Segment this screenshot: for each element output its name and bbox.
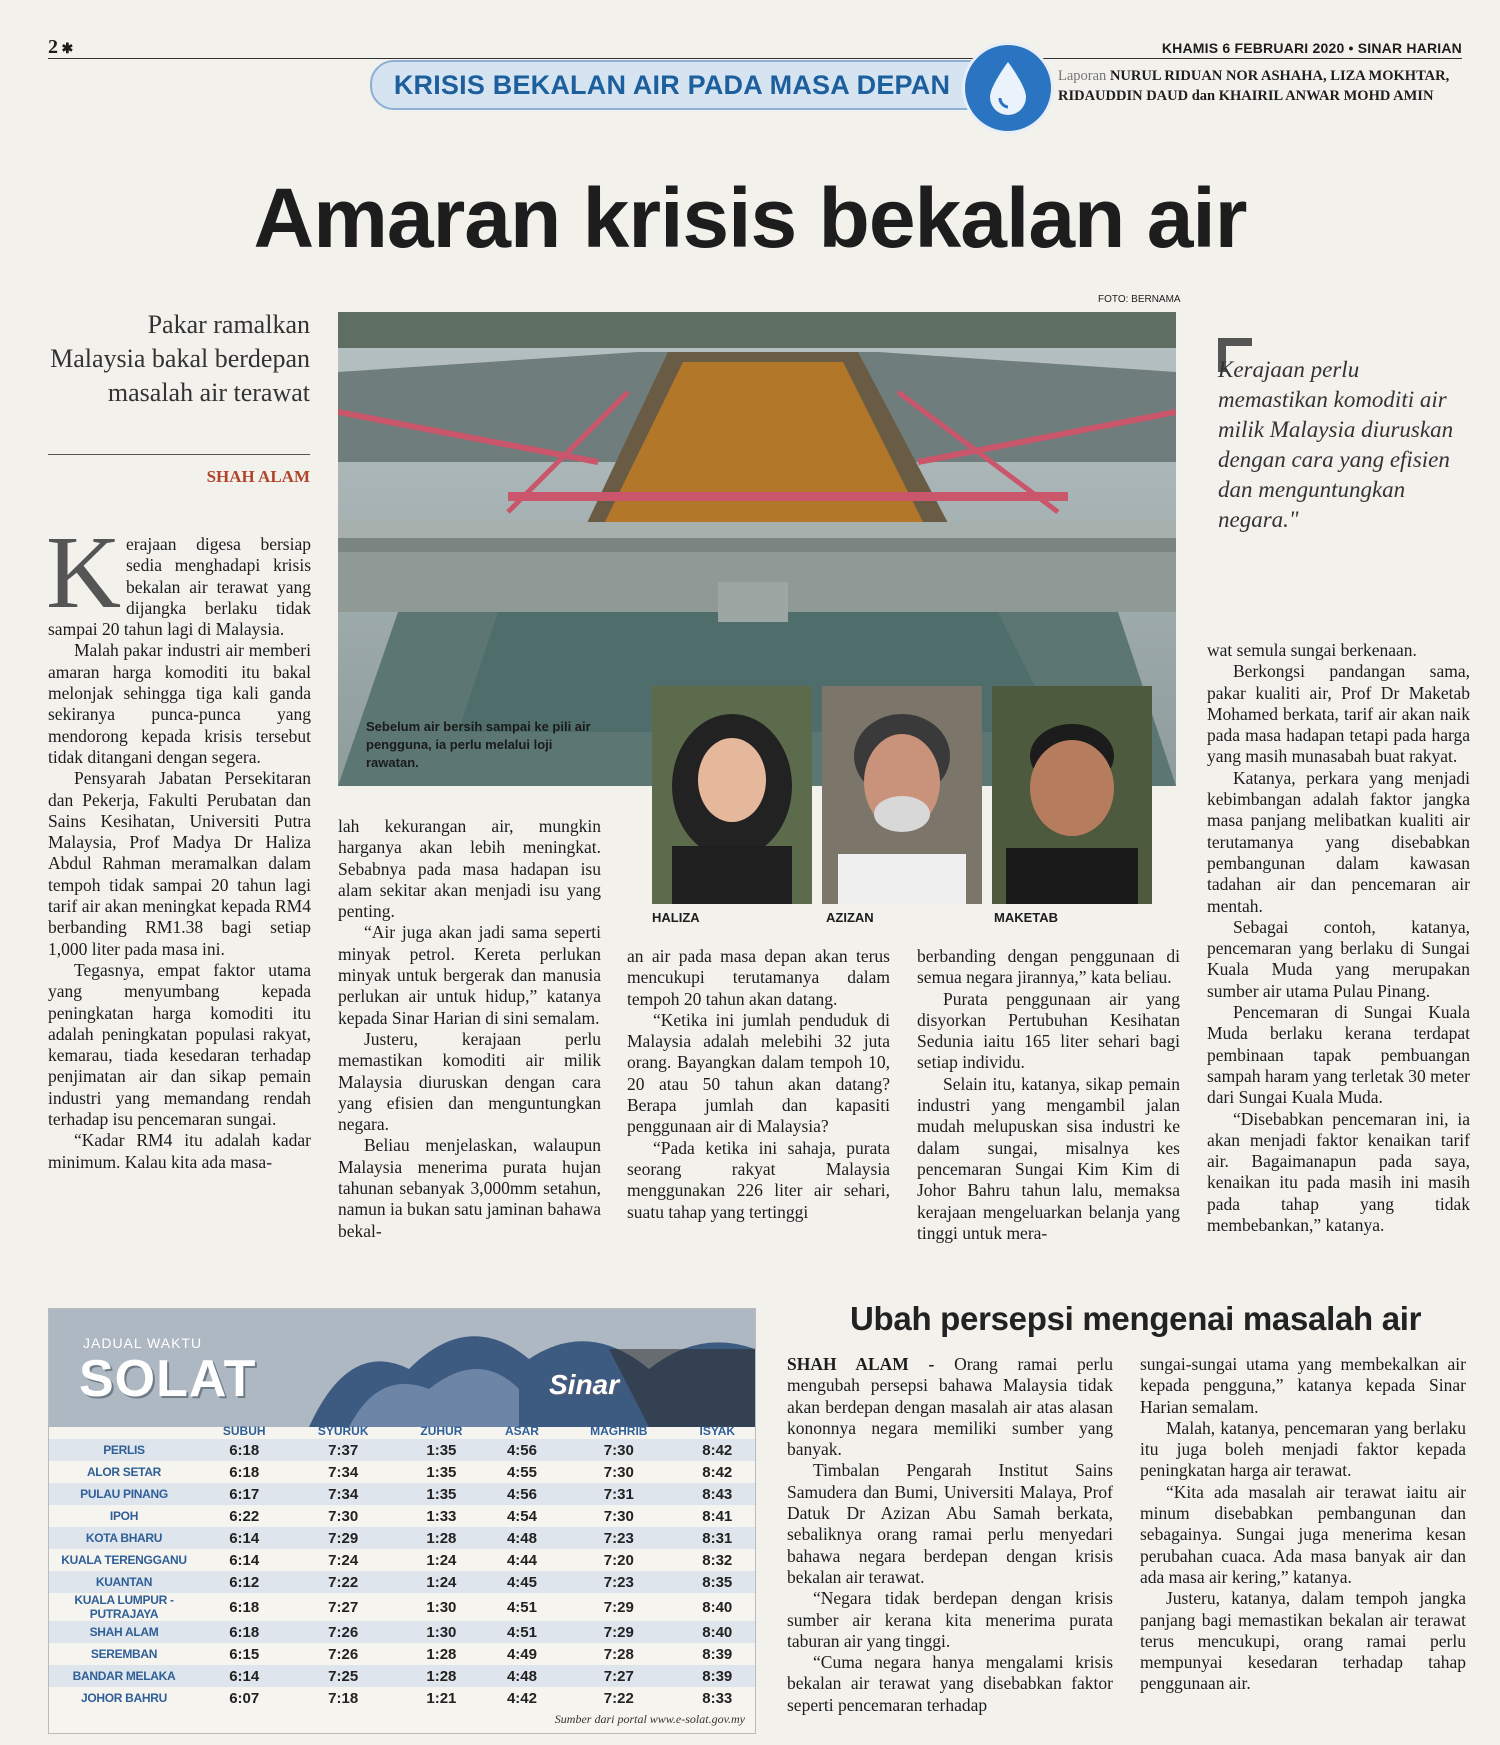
time-cell: 1:35 xyxy=(397,1483,486,1505)
time-cell: 1:35 xyxy=(426,1463,457,1481)
prayer-times-box xyxy=(48,1308,756,1734)
byline xyxy=(1058,66,1478,106)
time-cell: 7:27 xyxy=(328,1598,359,1616)
prayer-title: SOLAT xyxy=(79,1350,257,1408)
time-cell: 8:42 xyxy=(680,1439,755,1461)
paragraph: lah kekurangan air, mungkin harganya akan lebih meningkat. Sebabnya pada masa hadapan isu alam sekitar akan menjadi isu yang penting. xyxy=(338,816,601,922)
side-column-1 xyxy=(787,1354,1113,1716)
column-header: MAGHRIB xyxy=(590,1424,648,1438)
table-row xyxy=(49,1483,755,1505)
time-cell: 7:30 xyxy=(603,1507,634,1525)
prayer-banner xyxy=(49,1309,755,1427)
time-cell: 4:56 xyxy=(486,1439,558,1461)
city-cell: SHAH ALAM xyxy=(49,1621,199,1643)
time-cell: 4:51 xyxy=(506,1598,537,1616)
time-cell: 6:14 xyxy=(199,1665,289,1687)
paragraph: Pensyarah Jabatan Persekitaran dan Pekerja, Fakulti Perubatan dan Sains Kesihatan, Universiti Putra Malaysia, Prof Madya Dr Haliza Abdul Rahman meramalkan dalam tempoh tidak sampai 20 tahun lagi tarif air akan meningkat kepada RM4 berbanding RM1.38 bagi setiap 1,000 liter pada masa ini. xyxy=(48,768,311,959)
table-row xyxy=(49,1643,755,1665)
date-line: KHAMIS 6 FEBRUARI 2020 • SINAR HARIAN xyxy=(1161,40,1462,56)
table-row xyxy=(49,1461,755,1483)
paragraph: Katanya, perkara yang menjadi kebimbangan adalah faktor jangka masa panjang melibatkan kualiti air terutamanya yang disebabkan pembangunan dalam kawasan tadahan air dan pencemaran air mentah. xyxy=(1207,767,1470,916)
time-cell: 7:29 xyxy=(558,1621,680,1643)
paragraph: Justeru, katanya, dalam tempoh jangka panjang bagi memastikan bekalan air terawat terus mencukupi, orang ramai perlu mempunyai kesedaran terhadap tahap penggunaan air. xyxy=(1140,1588,1466,1694)
paragraph: Orang ramai perlu mengubah persepsi bahawa Malaysia tidak akan berdepan dengan masalah air atas alasan kononnya negara memiliki sumber yang banyak. xyxy=(787,1354,1114,1460)
time-cell: 7:31 xyxy=(558,1483,680,1505)
time-cell: 4:51 xyxy=(486,1621,558,1643)
city-cell: ALOR SETAR xyxy=(86,1465,162,1479)
lead-paragraph: erajaan digesa bersiap sedia menghadapi krisis bekalan air terawat yang dijangka berlaku tidak sampai 20 tahun lagi di Malaysia. xyxy=(48,534,311,640)
time-cell: 6:14 xyxy=(229,1551,260,1569)
byline-names: NURUL RIDUAN NOR ASHAHA, LIZA MOKHTAR, RIDAUDDIN DAUD dan KHAIRIL ANWAR MOHD AMIN xyxy=(1058,68,1450,104)
portrait-name: HALIZA xyxy=(652,910,700,925)
time-cell: 4:48 xyxy=(486,1665,558,1687)
time-cell: 7:23 xyxy=(558,1527,680,1549)
city-cell: PULAU PINANG xyxy=(49,1483,199,1505)
section-banner xyxy=(370,60,974,110)
time-cell: 7:30 xyxy=(603,1463,634,1481)
pull-quote: Kerajaan perlu memastikan komoditi air milik Malaysia diuruskan dengan cara yang efisien dan menguntungkan negara." xyxy=(1218,357,1454,532)
time-cell: 1:24 xyxy=(397,1571,486,1593)
paragraph: Justeru, kerajaan perlu memastikan komoditi air milik Malaysia diuruskan dengan cara yang efisien dan menguntungkan negara. xyxy=(338,1028,601,1135)
column-header: ASAR xyxy=(504,1424,539,1438)
headline: Amaran krisis bekalan air xyxy=(253,171,1247,265)
time-cell: 4:55 xyxy=(506,1463,537,1481)
page-number: 2 ✱ xyxy=(48,36,74,58)
paragraph: berbanding dengan penggunaan di semua negara jirannya,” kata beliau. xyxy=(917,946,1180,988)
time-cell: 6:18 xyxy=(199,1439,289,1461)
portrait-name: MAKETAB xyxy=(994,910,1059,925)
time-cell: 8:39 xyxy=(680,1665,755,1687)
time-cell: 7:29 xyxy=(289,1527,396,1549)
paragraph: wat semula sungai berkenaan. xyxy=(1207,640,1417,660)
paragraph: “Ketika ini jumlah penduduk di Malaysia adalah melebihi 32 juta orang. Bayangkan dalam tempoh 10, 20 atau 50 tahun akan datang? Berapa jumlah dan kapasiti penggunaan air di Malaysia? xyxy=(627,1009,890,1137)
time-cell: 6:15 xyxy=(229,1645,260,1663)
time-cell: 7:27 xyxy=(558,1665,680,1687)
time-cell: 6:18 xyxy=(199,1621,289,1643)
paragraph: an air pada masa depan akan terus mencukupi terutamanya dalam tempoh 20 tahun akan datang. xyxy=(627,946,890,1009)
time-cell: 4:48 xyxy=(486,1527,558,1549)
paragraph: Malah, katanya, pencemaran yang berlaku itu juga boleh menjadi faktor kepada peningkatan harga air terawat. xyxy=(1140,1417,1466,1481)
time-cell: 7:20 xyxy=(603,1551,634,1569)
city-cell: IPOH xyxy=(109,1509,139,1523)
table-row xyxy=(49,1571,755,1593)
prayer-small-label: JADUAL WAKTU xyxy=(83,1335,203,1351)
paragraph: sungai-sungai utama yang membekalkan air kepada pengguna,” katanya kepada Sinar Harian semalam. xyxy=(1140,1354,1466,1417)
time-cell: 7:26 xyxy=(328,1645,359,1663)
article-column-1 xyxy=(48,534,311,1173)
time-cell: 7:22 xyxy=(289,1571,396,1593)
time-cell: 1:30 xyxy=(397,1621,486,1643)
paragraph: “Kadar RM4 itu adalah kadar minimum. Kalau kita ada masa- xyxy=(48,1130,311,1172)
column-header: SUBUH xyxy=(222,1424,266,1438)
time-cell: 7:30 xyxy=(328,1507,359,1525)
time-cell: 4:56 xyxy=(486,1483,558,1505)
time-cell: 7:26 xyxy=(289,1621,396,1643)
time-cell: 8:33 xyxy=(702,1689,733,1707)
photo-caption: Sebelum air bersih sampai ke pili air pengguna, ia perlu melalui loji rawatan. xyxy=(366,719,591,770)
city-cell: BANDAR MELAKA xyxy=(49,1665,199,1687)
table-row xyxy=(49,1439,755,1461)
table-row xyxy=(49,1687,755,1709)
time-cell: 4:44 xyxy=(506,1551,537,1569)
prayer-times-table xyxy=(49,1423,755,1709)
time-cell: 1:28 xyxy=(426,1645,457,1663)
side-place: SHAH ALAM - xyxy=(787,1354,935,1374)
time-cell: 4:54 xyxy=(506,1507,537,1525)
article-column-5 xyxy=(1207,640,1470,1236)
paragraph: Timbalan Pengarah Institut Sains Samudera dan Bumi, Universiti Malaya, Prof Datuk Dr Azizan Abu Samah berkata, sebaliknya orang ramai perlu menyedari bahawa negara berdepan dengan krisis bekalan air terawat. xyxy=(787,1460,1113,1587)
time-cell: 7:34 xyxy=(289,1483,396,1505)
time-cell: 7:28 xyxy=(603,1645,634,1663)
time-cell: 1:28 xyxy=(397,1527,486,1549)
time-cell: 4:42 xyxy=(506,1689,537,1707)
portrait-haliza xyxy=(652,686,812,904)
column-header: ISYAK xyxy=(699,1424,736,1438)
time-cell: 4:49 xyxy=(506,1645,537,1663)
table-row xyxy=(49,1665,755,1687)
paragraph: Berkongsi pandangan sama, pakar kualiti air, Prof Dr Maketab Mohamed berkata, tarif air akan naik pada masa hadapan tetapi pada harga yang masih munasabah buat rakyat. xyxy=(1207,661,1470,767)
article-column-2 xyxy=(338,816,601,1242)
time-cell: 1:35 xyxy=(397,1439,486,1461)
table-row xyxy=(49,1549,755,1571)
time-cell: 8:40 xyxy=(680,1621,755,1643)
deck-rule xyxy=(48,454,310,455)
time-cell: 8:32 xyxy=(702,1551,733,1569)
city-cell: SEREMBAN xyxy=(90,1647,158,1661)
city-cell: KUALA TERENGGANU xyxy=(61,1553,187,1567)
time-cell: 7:34 xyxy=(328,1463,359,1481)
time-cell: 1:24 xyxy=(426,1551,457,1569)
portrait-azizan xyxy=(822,686,982,904)
paragraph: “Disebabkan pencemaran ini, ia akan menjadi faktor kenaikan tarif air. Bagaimanapun pada saya, kenaikan itu pada masih ini masih pada tahap yang tidak membebankan,” katanya. xyxy=(1207,1108,1470,1236)
time-cell: 7:30 xyxy=(558,1439,680,1461)
time-cell: 1:30 xyxy=(426,1598,457,1616)
portrait-name: AZIZAN xyxy=(826,910,874,925)
time-cell: 1:33 xyxy=(426,1507,457,1525)
prayer-source: Sumber dari portal www.e-solat.gov.my xyxy=(554,1712,745,1726)
time-cell: 8:40 xyxy=(702,1598,733,1616)
time-cell: 6:22 xyxy=(229,1507,260,1525)
time-cell: 7:29 xyxy=(603,1598,634,1616)
paragraph: Purata penggunaan air yang disyorkan Pertubuhan Kesihatan Sedunia iaitu 165 liter sehari bagi setiap individu. xyxy=(917,988,1180,1073)
paragraph: Pencemaran di Sungai Kuala Muda berlaku kerana terdapat pembinaan tapak pembuangan sampah haram yang terletak 30 meter dari Sungai Kuala Muda. xyxy=(1207,1002,1470,1108)
time-cell: 7:37 xyxy=(289,1439,396,1461)
time-cell: 8:43 xyxy=(680,1483,755,1505)
time-cell: 8:31 xyxy=(680,1527,755,1549)
time-cell: 6:18 xyxy=(229,1598,260,1616)
table-row xyxy=(49,1505,755,1527)
city-cell: PERLIS xyxy=(49,1439,199,1461)
section-title: KRISIS BEKALAN AIR PADA MASA DEPAN xyxy=(393,69,951,100)
article-column-3 xyxy=(627,946,890,1223)
time-cell: 8:41 xyxy=(702,1507,733,1525)
time-cell: 6:18 xyxy=(229,1463,260,1481)
column-header: SYURUK xyxy=(317,1424,369,1438)
time-cell: 7:23 xyxy=(558,1571,680,1593)
top-rule xyxy=(48,58,1462,59)
time-cell: 7:24 xyxy=(328,1551,359,1569)
time-cell: 4:45 xyxy=(486,1571,558,1593)
deck: Pakar ramalkan Malaysia bakal berdepan masalah air terawat xyxy=(50,310,310,407)
paragraph: Beliau menjelaskan, walaupun Malaysia menerima purata hujan tahunan sebanyak 3,000mm setahun, namun ia bukan satu jaminan bahawa bekal- xyxy=(338,1135,601,1241)
place-dateline: SHAH ALAM xyxy=(206,467,310,486)
paragraph: Malah pakar industri air memberi amaran harga komoditi itu bakal melonjak sehingga tiga kali ganda sekiranya punca-punca yang mendorong kepada krisis tersebut tidak ditangani dengan segera. xyxy=(48,640,311,767)
time-cell: 7:22 xyxy=(603,1689,634,1707)
table-row xyxy=(49,1593,755,1621)
paragraph: Selain itu, katanya, sikap pemain industri yang mengambil jalan mudah melupuskan sisa industri ke dalam sungai, misalnya kes pencemaran Sungai Kim Kim di Johor Bahru tahun lalu, memaksa kerajaan mengeluarkan belanja yang tinggi untuk mera- xyxy=(917,1073,1180,1243)
drop-cap: K xyxy=(46,515,122,630)
paragraph: “Kita ada masalah air terawat iaitu air minum disebabkan pembangunan dan sebagainya. Sungai juga menerima kesan perubahan cuaca. Ada masa banyak air dan ada masa air kering,” katanya. xyxy=(1140,1481,1466,1587)
paragraph: “Air juga akan jadi sama seperti minyak petrol. Kereta perlukan minyak untuk bergerak dan manusia perlukan air untuk hidup,” katanya kepada Sinar Harian di sini semalam. xyxy=(338,922,601,1028)
table-row xyxy=(49,1527,755,1549)
city-cell: KUALA LUMPUR - PUTRAJAYA xyxy=(74,1593,174,1621)
column-header: ZUHUR xyxy=(420,1424,463,1438)
time-cell: 1:28 xyxy=(397,1665,486,1687)
time-cell: 6:14 xyxy=(199,1527,289,1549)
time-cell: 7:18 xyxy=(328,1689,359,1707)
time-cell: 8:39 xyxy=(702,1645,733,1663)
paragraph: “Pada ketika ini sahaja, purata seorang rakyat Malaysia menggunakan 226 liter air sehari, suatu tahap yang tertinggi xyxy=(627,1137,890,1222)
paragraph: “Cuma negara hanya mengalami krisis bekalan air terawat yang disebabkan faktor seperti pencemaran terhadap xyxy=(787,1652,1113,1715)
table-row xyxy=(49,1621,755,1643)
side-column-2 xyxy=(1140,1354,1466,1695)
photo-credit: FOTO: BERNAMA xyxy=(1098,294,1181,305)
table-header-row xyxy=(49,1423,755,1439)
time-cell: 8:42 xyxy=(702,1463,733,1481)
paragraph: Sebagai contoh, katanya, pencemaran yang berlaku di Sungai Kuala Muda yang merupakan sumber air utama Pulau Pinang. xyxy=(1207,916,1470,1001)
time-cell: 6:17 xyxy=(199,1483,289,1505)
side-headline: Ubah persepsi mengenai masalah air xyxy=(850,1300,1422,1337)
city-cell: KOTA BHARU xyxy=(49,1527,199,1549)
city-cell: JOHOR BAHRU xyxy=(80,1691,168,1705)
sinar-logo: Sinar xyxy=(549,1369,620,1400)
article-column-4 xyxy=(917,946,1180,1244)
time-cell: 8:35 xyxy=(680,1571,755,1593)
column-header xyxy=(49,1423,199,1439)
time-cell: 6:07 xyxy=(229,1689,260,1707)
time-cell: 1:21 xyxy=(426,1689,457,1707)
portrait-maketab xyxy=(992,686,1152,904)
paragraph: Tegasnya, empat faktor utama yang menyumbang kepada peningkatan harga komoditi itu adalah peningkatan populasi rakyat, kemarau, tiada kesedaran terhadap penjimatan air dan sikap pemain industri yang memandang rendah terhadap isu pencemaran sungai. xyxy=(48,959,311,1130)
city-cell: KUANTAN xyxy=(49,1571,199,1593)
time-cell: 6:12 xyxy=(199,1571,289,1593)
water-drop-icon xyxy=(962,42,1054,134)
time-cell: 7:25 xyxy=(289,1665,396,1687)
paragraph: “Negara tidak berdepan dengan krisis sumber air kerana kita menerima purata taburan air yang tinggi. xyxy=(787,1588,1113,1651)
byline-label: Laporan xyxy=(1058,68,1107,84)
